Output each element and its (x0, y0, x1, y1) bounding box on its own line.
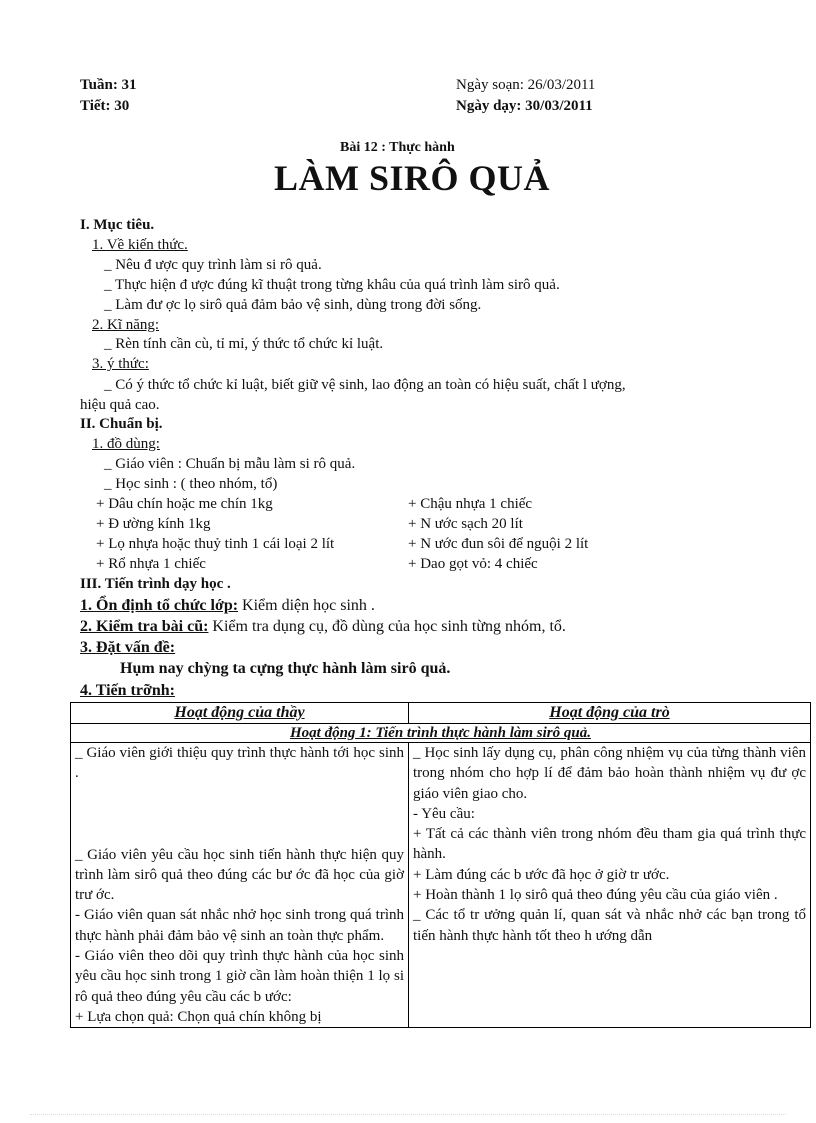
teacher-activity-2: _ Giáo viên yêu cầu học sinh tiến hành thực hiện quy trình làm sirô quả theo đúng các bư ớc đã học của giờ trư ớc. (75, 846, 404, 904)
teacher-activity-1: _ Giáo viên giới thiệu quy trình thực hành tới học sinh . (75, 745, 404, 782)
step-2-text: Kiểm tra dụng cụ, đồ dùng của học sinh từng nhóm, tổ. (208, 618, 566, 635)
student-column-header: Hoạt động của trò (409, 703, 811, 724)
step-2 (80, 618, 566, 636)
teacher-activity-5: + Lựa chọn quả: Chọn quả chín không bị (75, 1008, 322, 1025)
skills-item-1: _ Rèn tính cần cù, tỉ mỉ, ý thức tổ chức kỉ luật. (104, 336, 384, 352)
table-row (71, 743, 811, 1028)
attitude-subheading: 3. ý thức: (92, 356, 149, 372)
material-left-3: + Lọ nhựa hoặc thuỷ tinh 1 cái loại 2 lít (96, 536, 335, 552)
student-activity-5: + Hoàn thành 1 lọ sirô quả theo đúng yêu cầu của giáo viên . (413, 887, 778, 904)
table-header-row (71, 703, 811, 724)
knowledge-item-1: _ Nêu đ ược quy trình làm si rô quả. (104, 257, 322, 273)
activity-1-title-text: Hoạt động 1: Tiến trình thực hành làm sirô quả. (289, 725, 591, 741)
activity-1-row (71, 724, 811, 743)
attitude-item-1-cont: hiệu quả cao. (80, 397, 160, 413)
student-activity-6: _ Các tổ tr ưởng quản lí, quan sát và nhắc nhở các bạn trong tổ tiến hành thực hành tốt theo h ướng dẫn (413, 907, 806, 944)
step-1 (80, 597, 375, 615)
material-right-3: + N ước đun sôi để nguội 2 lít (408, 536, 589, 552)
student-cell (409, 743, 811, 1028)
prep-date: Ngày soạn: 26/03/2011 (456, 77, 596, 93)
teacher-activity-3: - Giáo viên quan sát nhắc nhở học sinh trong quá trình thực hành phải đảm bảo vệ sinh an toàn thực phẩm. (75, 907, 404, 944)
teacher-column-header: Hoạt động của thầy (71, 703, 409, 724)
activity-1-title (71, 724, 811, 743)
step-1-label: 1. Ổn định tổ chức lớp: (80, 597, 239, 614)
material-left-1: + Dâu chín hoặc me chín 1kg (96, 496, 273, 512)
lesson-subtitle: Bài 12 : Thực hành (340, 140, 455, 155)
student-activity-3: + Tất cả các thành viên trong nhóm đều tham gia quá trình thực hành. (413, 826, 806, 863)
material-left-4: + Rổ nhựa 1 chiếc (96, 556, 206, 572)
skills-subheading: 2. Kĩ năng: (92, 317, 160, 333)
knowledge-item-2: _ Thực hiện đ ược đúng kĩ thuật trong từng khâu của quá trình làm sirô quả. (104, 277, 560, 293)
step-2-label: 2. Kiểm tra bài cũ: (80, 618, 209, 635)
section-prep-heading: II. Chuẩn bị. (80, 416, 163, 432)
knowledge-item-3: _ Làm đư ợc lọ sirô quả đảm bảo vệ sinh, dùng trong đời sống. (104, 297, 482, 313)
period-label: Tiết: 30 (80, 98, 130, 114)
teach-date: Ngày dạy: 30/03/2011 (456, 98, 593, 114)
section-process-heading: III. Tiến trình dạy học . (80, 576, 231, 592)
student-activity-4: + Làm đúng các b ước đã học ở giờ tr ước. (413, 866, 670, 883)
attitude-item-1: _ Có ý thức tổ chức kỉ luật, biết giữ vệ sinh, lao động an toàn có hiệu suất, chất l ượng, (104, 377, 626, 393)
teacher-prep: _ Giáo viên : Chuẩn bị mẫu làm si rô quả. (104, 456, 356, 472)
student-activity-1: _ Học sinh lấy dụng cụ, phân công nhiệm vụ của từng thành viên trong nhóm cho hợp lí để đảm bảo hoàn thành nhiệm vụ đư ợc giáo viên giao cho. (413, 745, 806, 802)
material-left-2: + Đ ường kính 1kg (96, 516, 211, 532)
material-right-1: + Chậu nhựa 1 chiếc (408, 496, 533, 512)
page-bottom-divider (30, 1114, 786, 1115)
step-1-text: Kiểm diện học sinh . (238, 597, 375, 614)
page-title: LÀM SIRÔ QUẢ (274, 158, 551, 198)
step-3-text: Hụm nay chỳng ta cựng thực hành làm sirô quả. (120, 660, 451, 677)
material-right-2: + N ước sạch 20 lít (408, 516, 523, 532)
student-prep: _ Học sinh : ( theo nhóm, tổ) (104, 476, 278, 492)
step-3-label: 3. Đặt vấn đề: (80, 639, 176, 656)
week-label: Tuần: 31 (80, 77, 137, 93)
teacher-cell (71, 743, 409, 1028)
knowledge-subheading: 1. Về kiến thức. (92, 237, 188, 253)
step-4-label: 4. Tiến trỡnh: (80, 682, 175, 699)
section-objectives-heading: I. Mục tiêu. (80, 217, 155, 233)
material-right-4: + Dao gọt vỏ: 4 chiếc (408, 556, 538, 572)
student-activity-2: - Yêu cầu: (413, 805, 475, 822)
activity-table (70, 702, 811, 1028)
teacher-activity-4: - Giáo viên theo dõi quy trình thực hành của học sinh yêu cầu học sinh trong 1 giờ cần làm hoàn thiện 1 lọ si rô quả theo đúng yêu cầu các b ước: (75, 948, 404, 1005)
tools-subheading: 1. đồ dùng: (92, 436, 160, 452)
